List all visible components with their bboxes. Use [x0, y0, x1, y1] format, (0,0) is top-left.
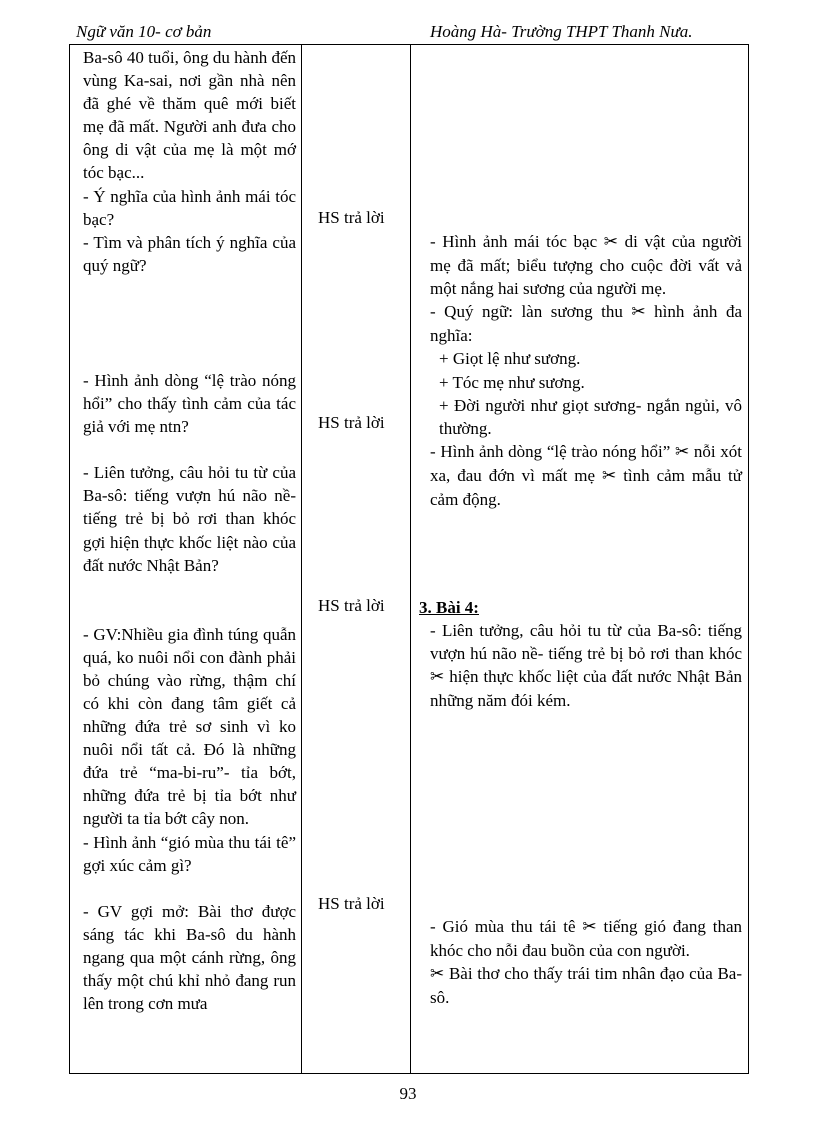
scissors-icon: ✂ [582, 917, 597, 937]
scissors-icon: ✂ [430, 964, 445, 985]
teacher-note-mabiru: - GV:Nhiều gia đình túng quẫn quá, ko nuôi nổi con đành phải bỏ chúng vào rừng, thậm chí có khi còn đang tâm giết cả những đứa trẻ sơ sinh vì ko nuôi nổi tất cả. Đó là những đứa trẻ “ma-bi-ru”- tỉa bớt, những đứa trẻ bị tỉa bớt như người ta tỉa bớt cây non. [83, 624, 296, 829]
question-association: - Liên tưởng, câu hỏi tu từ của Ba-sô: tiếng vượn hú não nề- tiếng trẻ bị bỏ rơi than khóc gợi hiện thực khốc liệt nào của đất nước Nhật Bản? [83, 463, 296, 575]
column-divider [410, 45, 411, 1073]
question-hair: - Ý nghĩa của hình ảnh mái tóc bạc? [83, 186, 296, 229]
scissors-icon: ✂ [603, 232, 619, 252]
scissors-icon: ✂ [430, 667, 445, 688]
scissors-icon: ✂ [602, 465, 617, 486]
content-association: - Liên tưởng, câu hỏi tu từ của Ba-sô: tiếng vượn hú não nề- tiếng trẻ bị bỏ rơi than khóc ✂ hiện thực khốc liệt của đất nước Nhật Bản những năm đói kém. [430, 621, 742, 711]
header-course: Ngữ văn 10- cơ bản [76, 22, 212, 41]
context-paragraph: Ba-sô 40 tuổi, ông du hành đến vùng Ka-sai, nơi gần nhà nên đã ghé về thăm quê mới biết mẹ đã mất. Người anh đưa cho ông di vật của mẹ là một mớ tóc bạc... [83, 48, 296, 183]
teacher-note-poem: - GV gợi mở: Bài thơ được sáng tác khi Ba-sô du hành ngang qua một cánh rừng, ông thấy một chú khỉ nhỏ đang run lên trong cơn mưa [83, 901, 296, 1014]
content-bullet: + Tóc mẹ như sương. [439, 372, 585, 392]
content-hair-meaning: - Hình ảnh mái tóc bạc ✂ di vật của người mẹ đã mất; biểu tượng cho cuộc đời vất vả một nắng hai sương của người mẹ. [430, 232, 742, 299]
content-block-poem4 [419, 596, 742, 712]
content-autumn-wind: - Gió mùa thu tái tê ✂ tiếng gió đang than khóc cho nỗi đau buồn của con người. [430, 917, 743, 961]
question-autumn-wind: - Hình ảnh “gió mùa thu tái tê” gợi xúc cảm gì? [83, 832, 296, 875]
content-bullet: + Giọt lệ như sương. [439, 349, 581, 369]
content-season-word: - Quý ngữ: làn sương thu ✂ hình ảnh đa nghĩa: [430, 302, 742, 346]
content-tears-meaning: - Hình ảnh dòng “lệ trào nóng hổi” ✂ nỗi xót xa, đau đớn vì mất mẹ ✂ tình cảm mẫu tử cảm động. [430, 441, 742, 510]
lesson-table [69, 45, 749, 1074]
content-humanity: ✂ Bài thơ cho thấy trái tim nhân đạo của Ba-sô. [430, 964, 742, 1008]
content-block-poem3 [419, 230, 742, 511]
page-number: 93 [399, 1084, 417, 1103]
student-answer-label: HS trả lời [318, 413, 385, 432]
header-author: Hoàng Hà- Trường THPT Thanh Nưa. [430, 22, 693, 41]
student-answer-label: HS trả lời [318, 208, 385, 227]
column-divider [301, 45, 302, 1073]
scissors-icon: ✂ [674, 441, 690, 462]
student-answer-label: HS trả lời [318, 596, 385, 615]
question-tears: - Hình ảnh dòng “lệ trào nóng hổi” cho thấy tình cảm của tác giả với mẹ ntn? [83, 370, 296, 437]
section-heading-bai4: 3. Bài 4: [419, 598, 479, 617]
content-bullet: + Đời người như giọt sương- ngắn ngủi, vô thường. [439, 395, 742, 438]
teacher-activity-column [83, 46, 296, 1015]
question-season-word: - Tìm và phân tích ý nghĩa của quý ngữ? [83, 232, 296, 275]
scissors-icon: ✂ [631, 302, 646, 323]
student-answer-label: HS trả lời [318, 894, 385, 913]
content-block-autumn [419, 915, 742, 1009]
